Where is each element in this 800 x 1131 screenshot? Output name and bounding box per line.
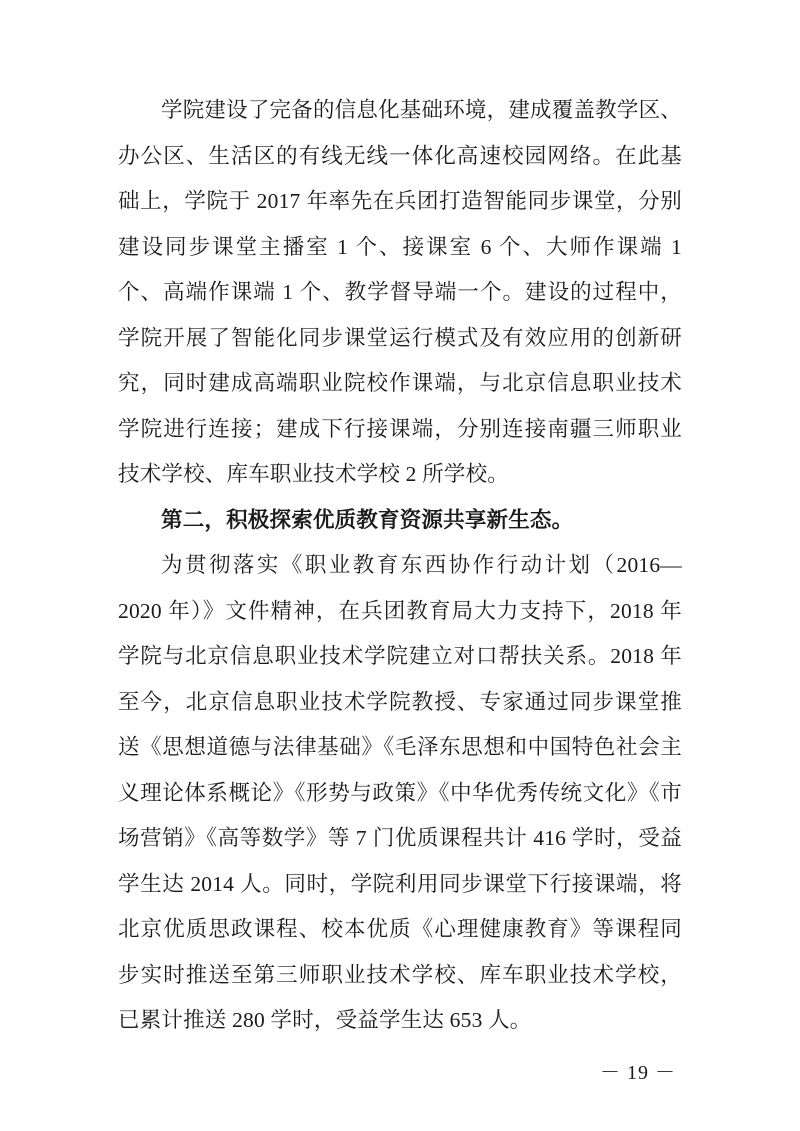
paragraph-informatization-environment: 学院建设了完备的信息化基础环境，建成覆盖教学区、办公区、生活区的有线无线一体化高速校园网络。在此基础上，学院于 2017 年率先在兵团打造智能同步课堂，分别建设同步课堂主播室 1 个、接课室 6 个、大师作课端 1 个、高端作课端 1 个、教学督导端一个。建设的过程中，学院开展了智能化同步课堂运行模式及有效应用的创新研究，同时建成高端职业院校作课端，与北京信息职业技术学院进行连接；建成下行接课端，分别连接南疆三师职业技术学校、库车职业技术学校 2 所学校。 bbox=[118, 98, 682, 486]
section-heading-second: 第二，积极探索优质教育资源共享新生态。 bbox=[161, 507, 574, 533]
paragraph-resource-sharing: 为贯彻落实《职业教育东西协作行动计划（2016—2020 年）》文件精神，在兵团教育局大力支持下，2018 年学院与北京信息职业技术学院建立对口帮扶关系。2018 年至今，北京信息职业技术学院教授、专家通过同步课堂推送《思想道德与法律基础》《毛泽东思想和中国特色社会主义理论体系概论》《形势与政策》《中华优秀传统文化》《市场营销》《高等数学》等 7 门优质课程共计 416 学时，受益学生达 2014 人。同时，学院利用同步课堂下行接课端，将北京优质思政课程、校本优质《心理健康教育》等课程同步实时推送至第三师职业技术学校、库车职业技术学校，已累计推送 280 学时，受益学生达 653 人。 bbox=[118, 553, 682, 1032]
page-number: － 19 － bbox=[600, 1062, 676, 1084]
page-footer bbox=[118, 1056, 682, 1085]
